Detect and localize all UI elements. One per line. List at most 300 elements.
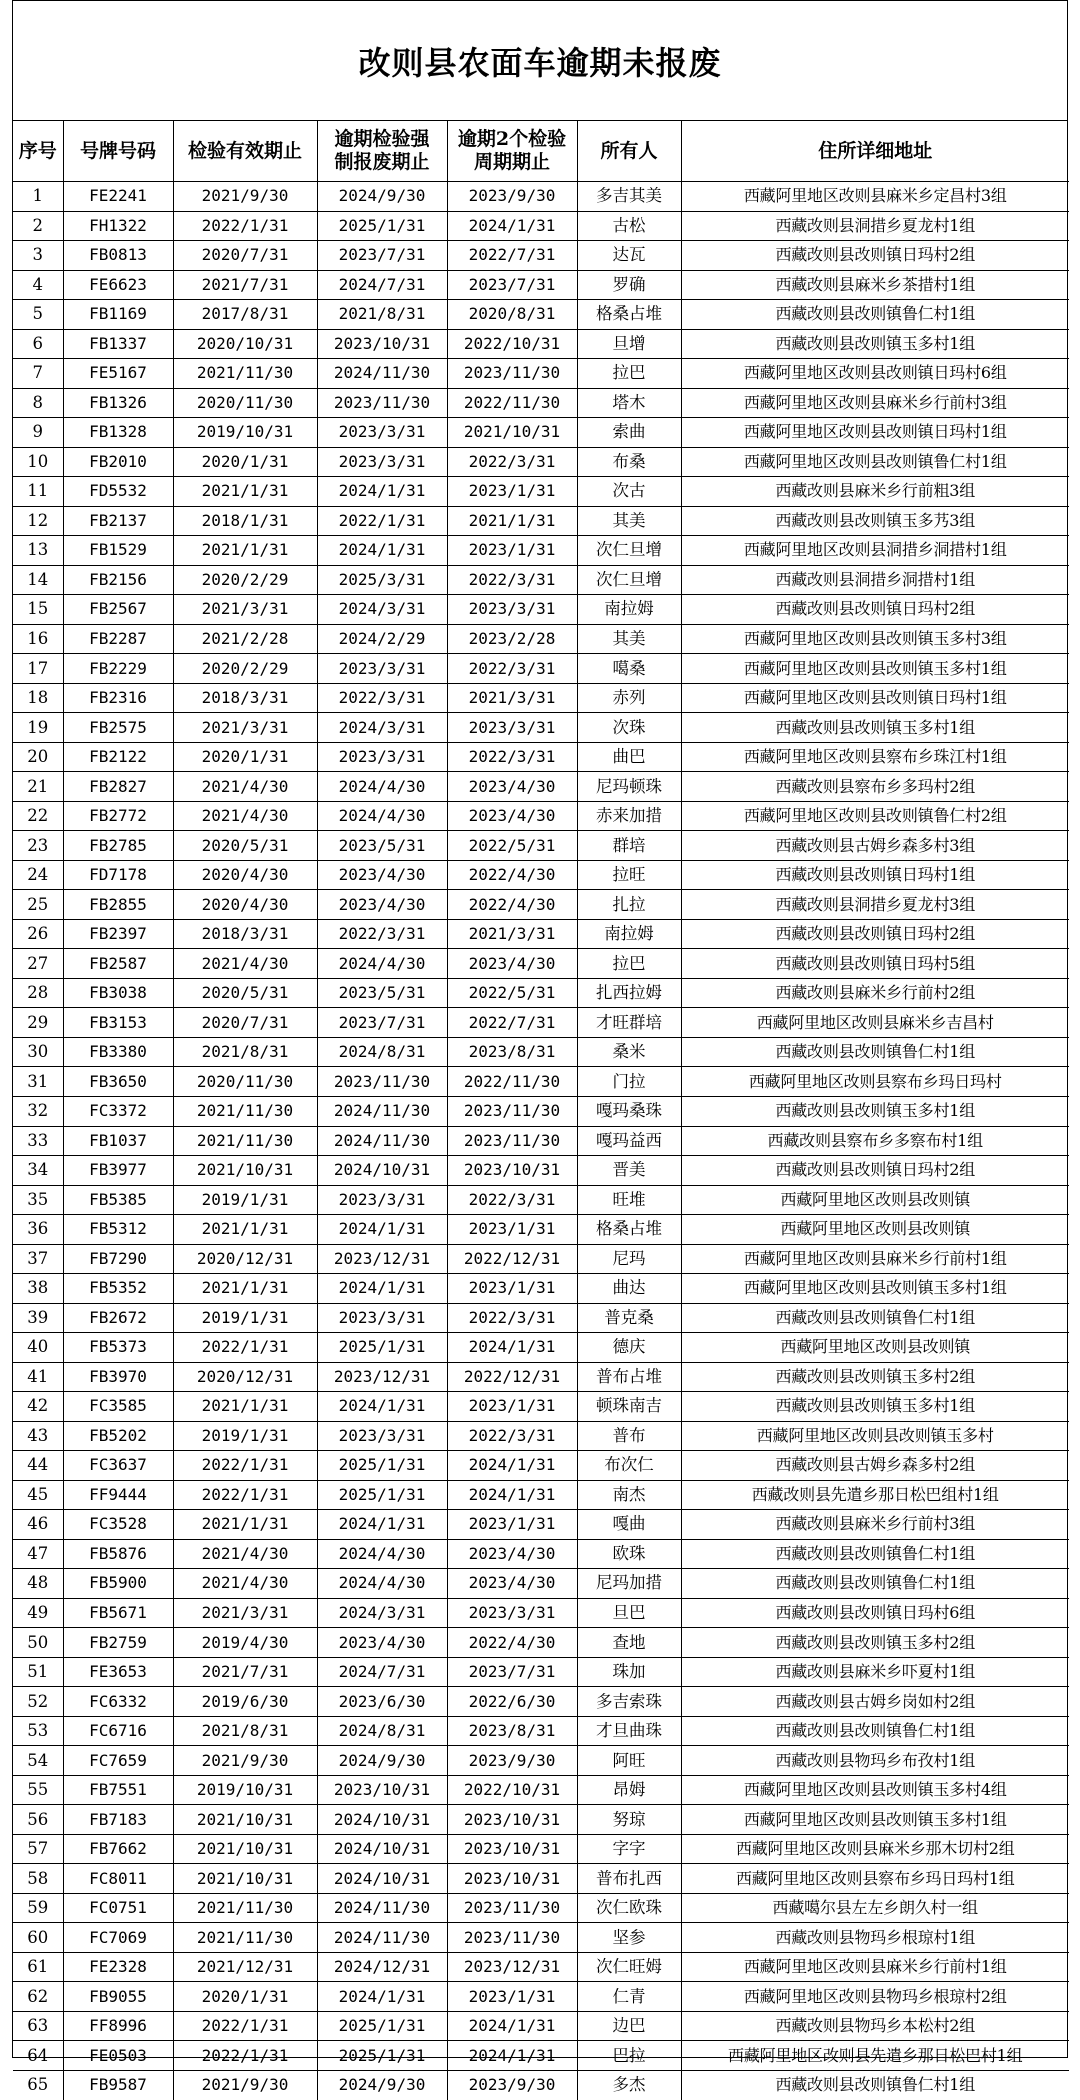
plate-number: FB3970	[63, 1362, 173, 1392]
row-index: 8	[13, 388, 63, 418]
address: 西藏阿里地区改则县洞措乡洞措村1组	[681, 536, 1069, 566]
plate-number: FB2287	[63, 624, 173, 654]
owner-name: 噶桑	[577, 654, 681, 684]
table-row	[13, 300, 1069, 330]
row-index: 63	[13, 2011, 63, 2041]
valid-until: 2017/8/31	[173, 300, 317, 330]
plate-number: FC6716	[63, 1716, 173, 1746]
forced-scrap-date: 2023/3/31	[317, 1421, 447, 1451]
forced-scrap-date: 2024/1/31	[317, 536, 447, 566]
row-index: 55	[13, 1775, 63, 1805]
forced-scrap-date: 2025/1/31	[317, 1451, 447, 1481]
two-cycle-date: 2021/1/31	[447, 506, 577, 536]
address: 西藏改则县改则镇日玛村2组	[681, 595, 1069, 625]
table-row	[13, 1539, 1069, 1569]
header-address: 住所详细地址	[681, 121, 1069, 182]
row-index: 44	[13, 1451, 63, 1481]
plate-number: FB3153	[63, 1008, 173, 1038]
two-cycle-date: 2022/3/31	[447, 742, 577, 772]
table-row	[13, 447, 1069, 477]
forced-scrap-date: 2024/2/29	[317, 624, 447, 654]
address: 西藏阿里地区改则县改则镇玉多村1组	[681, 654, 1069, 684]
valid-until: 2020/5/31	[173, 831, 317, 861]
address: 西藏改则县改则镇玉多村2组	[681, 1628, 1069, 1658]
forced-scrap-date: 2024/4/30	[317, 801, 447, 831]
forced-scrap-date: 2025/3/31	[317, 565, 447, 595]
plate-number: FD5532	[63, 477, 173, 507]
table-row	[13, 654, 1069, 684]
plate-number: FB9587	[63, 2071, 173, 2100]
table-row	[13, 1628, 1069, 1658]
forced-scrap-date: 2024/1/31	[317, 1215, 447, 1245]
row-index: 6	[13, 329, 63, 359]
owner-name: 南杰	[577, 1480, 681, 1510]
row-index: 27	[13, 949, 63, 979]
table-row	[13, 536, 1069, 566]
forced-scrap-date: 2024/3/31	[317, 713, 447, 743]
plate-number: FE3653	[63, 1657, 173, 1687]
valid-until: 2021/11/30	[173, 359, 317, 389]
valid-until: 2020/5/31	[173, 978, 317, 1008]
table-row	[13, 241, 1069, 271]
two-cycle-date: 2023/3/31	[447, 595, 577, 625]
valid-until: 2021/4/30	[173, 1569, 317, 1599]
table-row	[13, 1952, 1069, 1982]
forced-scrap-date: 2023/4/30	[317, 1628, 447, 1658]
plate-number: FE6623	[63, 270, 173, 300]
address: 西藏改则县改则镇鲁仁村1组	[681, 1569, 1069, 1599]
forced-scrap-date: 2024/8/31	[317, 1037, 447, 1067]
valid-until: 2019/6/30	[173, 1687, 317, 1717]
valid-until: 2018/3/31	[173, 919, 317, 949]
table-row	[13, 978, 1069, 1008]
table-row	[13, 2041, 1069, 2071]
row-index: 21	[13, 772, 63, 802]
table-row	[13, 1421, 1069, 1451]
valid-until: 2021/9/30	[173, 2071, 317, 2100]
row-index: 54	[13, 1746, 63, 1776]
valid-until: 2021/11/30	[173, 1096, 317, 1126]
valid-until: 2022/1/31	[173, 211, 317, 241]
table-row	[13, 211, 1069, 241]
plate-number: FE5167	[63, 359, 173, 389]
owner-name: 旺堆	[577, 1185, 681, 1215]
plate-number: FD7178	[63, 860, 173, 890]
row-index: 12	[13, 506, 63, 536]
valid-until: 2021/11/30	[173, 1126, 317, 1156]
owner-name: 次仁旦增	[577, 536, 681, 566]
forced-scrap-date: 2022/3/31	[317, 919, 447, 949]
plate-number: FB1037	[63, 1126, 173, 1156]
two-cycle-date: 2022/3/31	[447, 565, 577, 595]
table-row	[13, 1687, 1069, 1717]
valid-until: 2020/7/31	[173, 241, 317, 271]
valid-until: 2020/11/30	[173, 1067, 317, 1097]
forced-scrap-date: 2023/7/31	[317, 241, 447, 271]
address: 西藏阿里地区改则县改则镇玉多村4组	[681, 1775, 1069, 1805]
address: 西藏改则县改则镇鲁仁村1组	[681, 1303, 1069, 1333]
owner-name: 罗确	[577, 270, 681, 300]
row-index: 40	[13, 1333, 63, 1363]
row-index: 56	[13, 1805, 63, 1835]
address: 西藏改则县改则镇日玛村2组	[681, 919, 1069, 949]
two-cycle-date: 2023/9/30	[447, 1746, 577, 1776]
row-index: 30	[13, 1037, 63, 1067]
address: 西藏改则县改则镇鲁仁村1组	[681, 1037, 1069, 1067]
valid-until: 2021/7/31	[173, 1657, 317, 1687]
valid-until: 2021/8/31	[173, 1716, 317, 1746]
valid-until: 2021/10/31	[173, 1805, 317, 1835]
owner-name: 拉巴	[577, 359, 681, 389]
valid-until: 2022/1/31	[173, 1333, 317, 1363]
two-cycle-date: 2023/10/31	[447, 1156, 577, 1186]
plate-number: FC3372	[63, 1096, 173, 1126]
row-index: 60	[13, 1923, 63, 1953]
table-row	[13, 595, 1069, 625]
plate-number: FB3650	[63, 1067, 173, 1097]
header-row	[13, 121, 1069, 182]
valid-until: 2021/11/30	[173, 1893, 317, 1923]
plate-number: FB5312	[63, 1215, 173, 1245]
valid-until: 2021/1/31	[173, 1392, 317, 1422]
two-cycle-date: 2022/4/30	[447, 890, 577, 920]
plate-number: FC7659	[63, 1746, 173, 1776]
row-index: 64	[13, 2041, 63, 2071]
table-row	[13, 1215, 1069, 1245]
header-two-cycles	[447, 121, 577, 182]
valid-until: 2021/1/31	[173, 1274, 317, 1304]
address: 西藏阿里地区改则县改则镇玉多村	[681, 1421, 1069, 1451]
address: 西藏改则县改则镇鲁仁村1组	[681, 1716, 1069, 1746]
owner-name: 顿珠南吉	[577, 1392, 681, 1422]
forced-scrap-date: 2023/3/31	[317, 654, 447, 684]
owner-name: 赤列	[577, 683, 681, 713]
table-row	[13, 919, 1069, 949]
two-cycle-date: 2023/8/31	[447, 1037, 577, 1067]
row-index: 36	[13, 1215, 63, 1245]
forced-scrap-date: 2025/1/31	[317, 211, 447, 241]
address: 西藏改则县改则镇鲁仁村1组	[681, 300, 1069, 330]
row-index: 46	[13, 1510, 63, 1540]
plate-number: FC8011	[63, 1864, 173, 1894]
vehicle-table	[13, 121, 1069, 2100]
owner-name: 拉巴	[577, 949, 681, 979]
row-index: 41	[13, 1362, 63, 1392]
row-index: 48	[13, 1569, 63, 1599]
two-cycle-date: 2022/3/31	[447, 447, 577, 477]
forced-scrap-date: 2024/10/31	[317, 1156, 447, 1186]
valid-until: 2021/10/31	[173, 1156, 317, 1186]
row-index: 43	[13, 1421, 63, 1451]
owner-name: 次珠	[577, 713, 681, 743]
row-index: 65	[13, 2071, 63, 2100]
row-index: 26	[13, 919, 63, 949]
row-index: 37	[13, 1244, 63, 1274]
table-row	[13, 1244, 1069, 1274]
plate-number: FF9444	[63, 1480, 173, 1510]
address: 西藏阿里地区改则县改则镇日玛村1组	[681, 418, 1069, 448]
two-cycle-date: 2022/10/31	[447, 329, 577, 359]
table-row	[13, 1067, 1069, 1097]
row-index: 53	[13, 1716, 63, 1746]
plate-number: FF8996	[63, 2011, 173, 2041]
address: 西藏阿里地区改则县先遣乡那日松巴村1组	[681, 2041, 1069, 2071]
forced-scrap-date: 2023/3/31	[317, 1303, 447, 1333]
address: 西藏阿里地区改则县改则镇玉多村1组	[681, 1805, 1069, 1835]
valid-until: 2020/1/31	[173, 1982, 317, 2012]
valid-until: 2020/4/30	[173, 890, 317, 920]
valid-until: 2020/12/31	[173, 1362, 317, 1392]
table-row	[13, 742, 1069, 772]
row-index: 38	[13, 1274, 63, 1304]
forced-scrap-date: 2024/1/31	[317, 1510, 447, 1540]
header-valid-until: 检验有效期止	[173, 121, 317, 182]
valid-until: 2021/1/31	[173, 477, 317, 507]
valid-until: 2020/2/29	[173, 565, 317, 595]
address: 西藏阿里地区改则县麻米乡行前村1组	[681, 1952, 1069, 1982]
forced-scrap-date: 2023/7/31	[317, 1008, 447, 1038]
address: 西藏改则县改则镇玉多村1组	[681, 1096, 1069, 1126]
address: 西藏改则县物玛乡布孜村1组	[681, 1746, 1069, 1776]
valid-until: 2021/4/30	[173, 772, 317, 802]
plate-number: FE2241	[63, 182, 173, 212]
forced-scrap-date: 2025/1/31	[317, 1480, 447, 1510]
address: 西藏改则县改则镇玉多村1组	[681, 329, 1069, 359]
address: 西藏阿里地区改则县改则镇鲁仁村1组	[681, 447, 1069, 477]
row-index: 5	[13, 300, 63, 330]
table-row	[13, 477, 1069, 507]
two-cycle-date: 2023/4/30	[447, 949, 577, 979]
row-index: 11	[13, 477, 63, 507]
table-row	[13, 270, 1069, 300]
row-index: 33	[13, 1126, 63, 1156]
plate-number: FB7551	[63, 1775, 173, 1805]
two-cycle-date: 2021/10/31	[447, 418, 577, 448]
owner-name: 珠加	[577, 1657, 681, 1687]
owner-name: 嘎玛益西	[577, 1126, 681, 1156]
owner-name: 嘎玛桑珠	[577, 1096, 681, 1126]
forced-scrap-date: 2023/5/31	[317, 978, 447, 1008]
plate-number: FB5671	[63, 1598, 173, 1628]
sheet-title: 改则县农面车逾期未报废	[13, 1, 1067, 121]
valid-until: 2021/10/31	[173, 1864, 317, 1894]
table-row	[13, 1451, 1069, 1481]
plate-number: FE2328	[63, 1952, 173, 1982]
two-cycle-date: 2022/3/31	[447, 1185, 577, 1215]
row-index: 9	[13, 418, 63, 448]
forced-scrap-date: 2025/1/31	[317, 1333, 447, 1363]
header-forced-scrap	[317, 121, 447, 182]
address: 西藏改则县改则镇玉多艿3组	[681, 506, 1069, 536]
forced-scrap-date: 2023/6/30	[317, 1687, 447, 1717]
forced-scrap-date: 2024/3/31	[317, 595, 447, 625]
valid-until: 2021/3/31	[173, 595, 317, 625]
forced-scrap-date: 2023/12/31	[317, 1362, 447, 1392]
valid-until: 2019/10/31	[173, 418, 317, 448]
address: 西藏改则县改则镇鲁仁村1组	[681, 2071, 1069, 2100]
valid-until: 2020/12/31	[173, 1244, 317, 1274]
row-index: 45	[13, 1480, 63, 1510]
forced-scrap-date: 2022/1/31	[317, 506, 447, 536]
spreadsheet	[12, 0, 1068, 2095]
valid-until: 2021/3/31	[173, 713, 317, 743]
two-cycle-date: 2023/1/31	[447, 1215, 577, 1245]
two-cycle-date: 2023/4/30	[447, 772, 577, 802]
two-cycle-date: 2022/3/31	[447, 1421, 577, 1451]
table-row	[13, 1037, 1069, 1067]
row-index: 14	[13, 565, 63, 595]
plate-number: FB5900	[63, 1569, 173, 1599]
row-index: 22	[13, 801, 63, 831]
table-row	[13, 359, 1069, 389]
two-cycle-date: 2023/4/30	[447, 1569, 577, 1599]
owner-name: 次古	[577, 477, 681, 507]
plate-number: FB5373	[63, 1333, 173, 1363]
plate-number: FB2587	[63, 949, 173, 979]
owner-name: 普克桑	[577, 1303, 681, 1333]
address: 西藏阿里地区改则县改则镇玉多村1组	[681, 1274, 1069, 1304]
two-cycle-date: 2022/7/31	[447, 1008, 577, 1038]
owner-name: 普布扎西	[577, 1864, 681, 1894]
address: 西藏改则县洞措乡夏龙村1组	[681, 211, 1069, 241]
two-cycle-date: 2024/1/31	[447, 1451, 577, 1481]
table-body	[13, 182, 1069, 2100]
valid-until: 2020/4/30	[173, 860, 317, 890]
valid-until: 2021/4/30	[173, 949, 317, 979]
row-index: 13	[13, 536, 63, 566]
plate-number: FB7183	[63, 1805, 173, 1835]
owner-name: 尼玛加措	[577, 1569, 681, 1599]
row-index: 42	[13, 1392, 63, 1422]
table-row	[13, 1333, 1069, 1363]
row-index: 57	[13, 1834, 63, 1864]
plate-number: FB2759	[63, 1628, 173, 1658]
two-cycle-date: 2024/1/31	[447, 2041, 577, 2071]
forced-scrap-date: 2024/11/30	[317, 1893, 447, 1923]
plate-number: FB2229	[63, 654, 173, 684]
owner-name: 次仁旦增	[577, 565, 681, 595]
owner-name: 格桑占堆	[577, 1215, 681, 1245]
forced-scrap-date: 2024/1/31	[317, 1392, 447, 1422]
address: 西藏改则县改则镇日玛村1组	[681, 860, 1069, 890]
two-cycle-date: 2023/11/30	[447, 1893, 577, 1923]
two-cycle-date: 2024/1/31	[447, 1480, 577, 1510]
table-row	[13, 801, 1069, 831]
forced-scrap-date: 2024/4/30	[317, 1539, 447, 1569]
table-row	[13, 713, 1069, 743]
valid-until: 2022/1/31	[173, 2041, 317, 2071]
owner-name: 格桑占堆	[577, 300, 681, 330]
header-index: 序号	[13, 121, 63, 182]
address: 西藏改则县物玛乡本松村2组	[681, 2011, 1069, 2041]
two-cycle-date: 2023/11/30	[447, 1923, 577, 1953]
row-index: 18	[13, 683, 63, 713]
address: 西藏改则县改则镇日玛村2组	[681, 1156, 1069, 1186]
address: 西藏改则县古姆乡岗如村2组	[681, 1687, 1069, 1717]
owner-name: 坚参	[577, 1923, 681, 1953]
two-cycle-date: 2023/12/31	[447, 1952, 577, 1982]
forced-scrap-date: 2023/3/31	[317, 447, 447, 477]
table-row	[13, 1480, 1069, 1510]
two-cycle-date: 2022/11/30	[447, 1067, 577, 1097]
owner-name: 普布	[577, 1421, 681, 1451]
address: 西藏改则县改则镇鲁仁村1组	[681, 1539, 1069, 1569]
two-cycle-date: 2022/12/31	[447, 1244, 577, 1274]
row-index: 50	[13, 1628, 63, 1658]
owner-name: 尼玛顿珠	[577, 772, 681, 802]
two-cycle-date: 2022/11/30	[447, 388, 577, 418]
plate-number: FB2567	[63, 595, 173, 625]
row-index: 32	[13, 1096, 63, 1126]
plate-number: FB1337	[63, 329, 173, 359]
forced-scrap-date: 2024/10/31	[317, 1864, 447, 1894]
valid-until: 2021/4/30	[173, 1539, 317, 1569]
two-cycle-date: 2022/3/31	[447, 1303, 577, 1333]
plate-number: FC3585	[63, 1392, 173, 1422]
plate-number: FB1169	[63, 300, 173, 330]
two-cycle-date: 2023/4/30	[447, 1539, 577, 1569]
two-cycle-date: 2023/3/31	[447, 713, 577, 743]
owner-name: 赤来加措	[577, 801, 681, 831]
plate-number: FB3380	[63, 1037, 173, 1067]
forced-scrap-date: 2024/4/30	[317, 1569, 447, 1599]
row-index: 34	[13, 1156, 63, 1186]
owner-name: 巴拉	[577, 2041, 681, 2071]
row-index: 51	[13, 1657, 63, 1687]
two-cycle-date: 2024/1/31	[447, 1333, 577, 1363]
owner-name: 古松	[577, 211, 681, 241]
row-index: 49	[13, 1598, 63, 1628]
table-row	[13, 683, 1069, 713]
forced-scrap-date: 2024/11/30	[317, 1096, 447, 1126]
owner-name: 字字	[577, 1834, 681, 1864]
owner-name: 尼玛	[577, 1244, 681, 1274]
address: 西藏阿里地区改则县改则镇	[681, 1185, 1069, 1215]
address: 西藏阿里地区改则县察布乡玛日玛村	[681, 1067, 1069, 1097]
table-row	[13, 949, 1069, 979]
forced-scrap-date: 2023/12/31	[317, 1244, 447, 1274]
row-index: 7	[13, 359, 63, 389]
two-cycle-date: 2023/1/31	[447, 1274, 577, 1304]
valid-until: 2021/2/28	[173, 624, 317, 654]
plate-number: FB2010	[63, 447, 173, 477]
address: 西藏改则县察布乡多察布村1组	[681, 1126, 1069, 1156]
valid-until: 2020/7/31	[173, 1008, 317, 1038]
row-index: 39	[13, 1303, 63, 1333]
table-row	[13, 2071, 1069, 2100]
plate-number: FB2397	[63, 919, 173, 949]
valid-until: 2021/9/30	[173, 1746, 317, 1776]
forced-scrap-date: 2023/11/30	[317, 388, 447, 418]
plate-number: FB1529	[63, 536, 173, 566]
forced-scrap-date: 2023/11/30	[317, 1067, 447, 1097]
plate-number: FB1326	[63, 388, 173, 418]
two-cycle-date: 2022/10/31	[447, 1775, 577, 1805]
table-row	[13, 1834, 1069, 1864]
plate-number: FB0813	[63, 241, 173, 271]
plate-number: FC0751	[63, 1893, 173, 1923]
address: 西藏改则县麻米乡吓夏村1组	[681, 1657, 1069, 1687]
valid-until: 2020/2/29	[173, 654, 317, 684]
row-index: 24	[13, 860, 63, 890]
table-row	[13, 388, 1069, 418]
forced-scrap-date: 2024/7/31	[317, 270, 447, 300]
owner-name: 次仁欧珠	[577, 1893, 681, 1923]
plate-number: FB3977	[63, 1156, 173, 1186]
plate-number: FH1322	[63, 211, 173, 241]
row-index: 16	[13, 624, 63, 654]
forced-scrap-date: 2023/5/31	[317, 831, 447, 861]
